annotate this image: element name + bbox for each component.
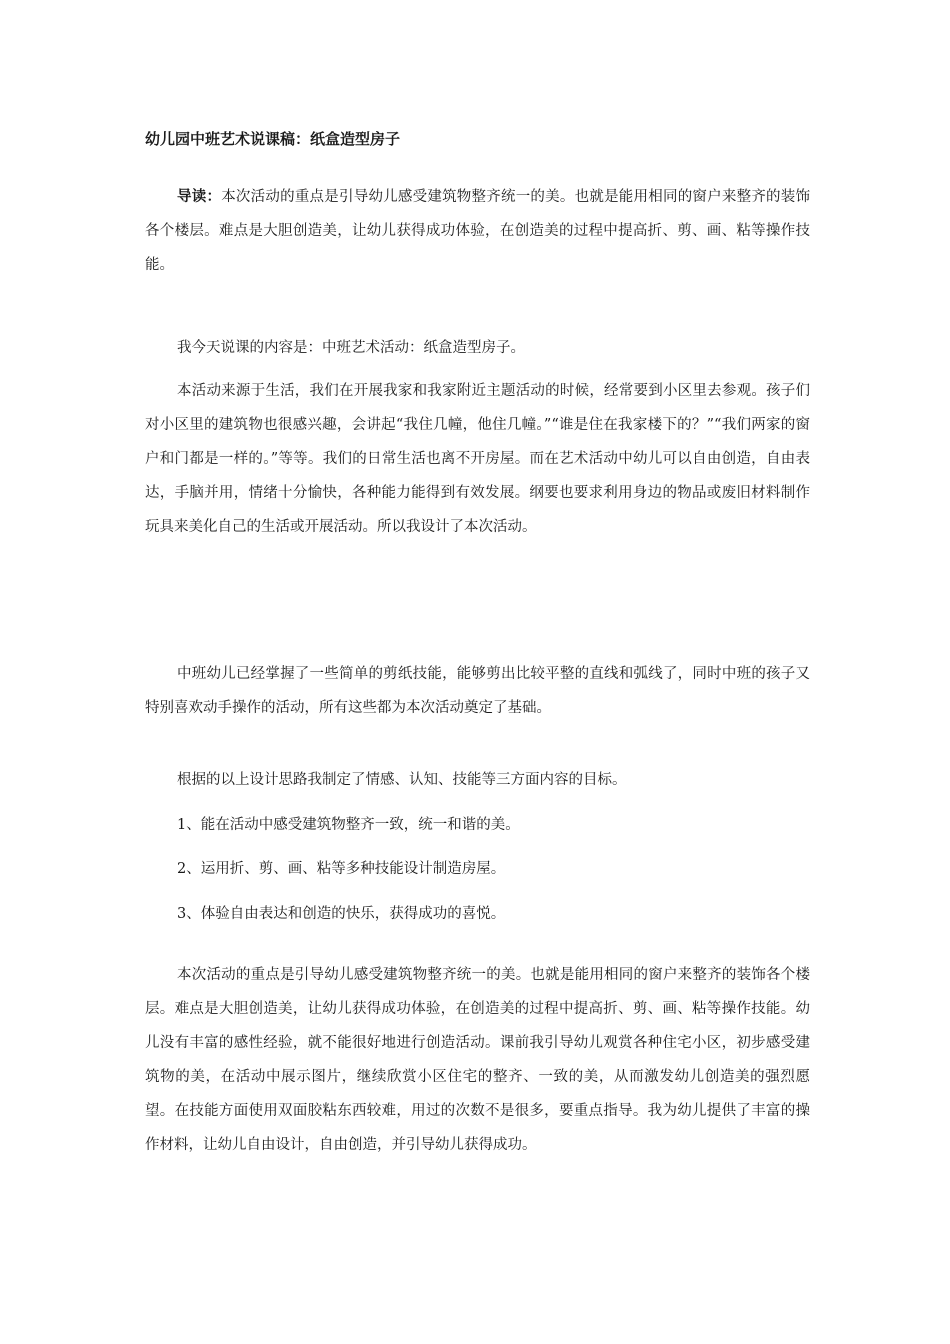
page-title: 幼儿园中班艺术说课稿：纸盒造型房子 — [145, 130, 401, 148]
intro-text: 本次活动的重点是引导幼儿感受建筑物整齐统一的美。也就是能用相同的窗户来整齐的装饰各个楼层。难点是大胆创造美，让幼儿获得成功体验，在创造美的过程中提高折、剪、画、粘等操作技能。 — [145, 189, 811, 273]
source-paragraph: 本活动来源于生活，我们在开展我家和我家附近主题活动的时候，经常要到小区里去参观。孩子们对小区里的建筑物也很感兴趣，会讲起“我住几幢，他住几幢。”“谁是住在我家楼下的？”“我们两家的窗户和门都是一样的。”等等。我们的日常生活也离不开房屋。而在艺术活动中幼儿可以自由创造，自由表达，手脑并用，情绪十分愉快，各种能力能得到有效发展。纲要也要求利用身边的物品或废旧材料制作玩具来美化自己的生活或开展活动。所以我设计了本次活动。 — [145, 383, 810, 535]
intro-label: 导读： — [177, 189, 222, 205]
intro-paragraph — [145, 180, 810, 282]
goals-intro-paragraph: 根据的以上设计思路我制定了情感、认知、技能等三方面内容的目标。 — [177, 772, 627, 788]
content-intro-paragraph: 我今天说课的内容是：中班艺术活动：纸盒造型房子。 — [177, 340, 525, 356]
goal-item-1: 1、能在活动中感受建筑物整齐一致，统一和谐的美。 — [177, 817, 520, 833]
goal-item-3: 3、体验自由表达和创造的快乐，获得成功的喜悦。 — [177, 906, 506, 922]
child-paragraph: 中班幼儿已经掌握了一些简单的剪纸技能，能够剪出比较平整的直线和弧线了，同时中班的孩子又特别喜欢动手操作的活动，所有这些都为本次活动奠定了基础。 — [145, 666, 810, 716]
goal-item-2: 2、运用折、剪、画、粘等多种技能设计制造房屋。 — [177, 861, 506, 877]
focus-paragraph: 本次活动的重点是引导幼儿感受建筑物整齐统一的美。也就是能用相同的窗户来整齐的装饰各个楼层。难点是大胆创造美，让幼儿获得成功体验，在创造美的过程中提高折、剪、画、粘等操作技能。幼儿没有丰富的感性经验，就不能很好地进行创造活动。课前我引导幼儿观赏各种住宅小区，初步感受建筑物的美，在活动中展示图片，继续欣赏小区住宅的整齐、一致的美，从而激发幼儿创造美的强烈愿望。在技能方面使用双面胶粘东西较难，用过的次数不是很多，要重点指导。我为幼儿提供了丰富的操作材料，让幼儿自由设计，自由创造，并引导幼儿获得成功。 — [145, 967, 810, 1153]
